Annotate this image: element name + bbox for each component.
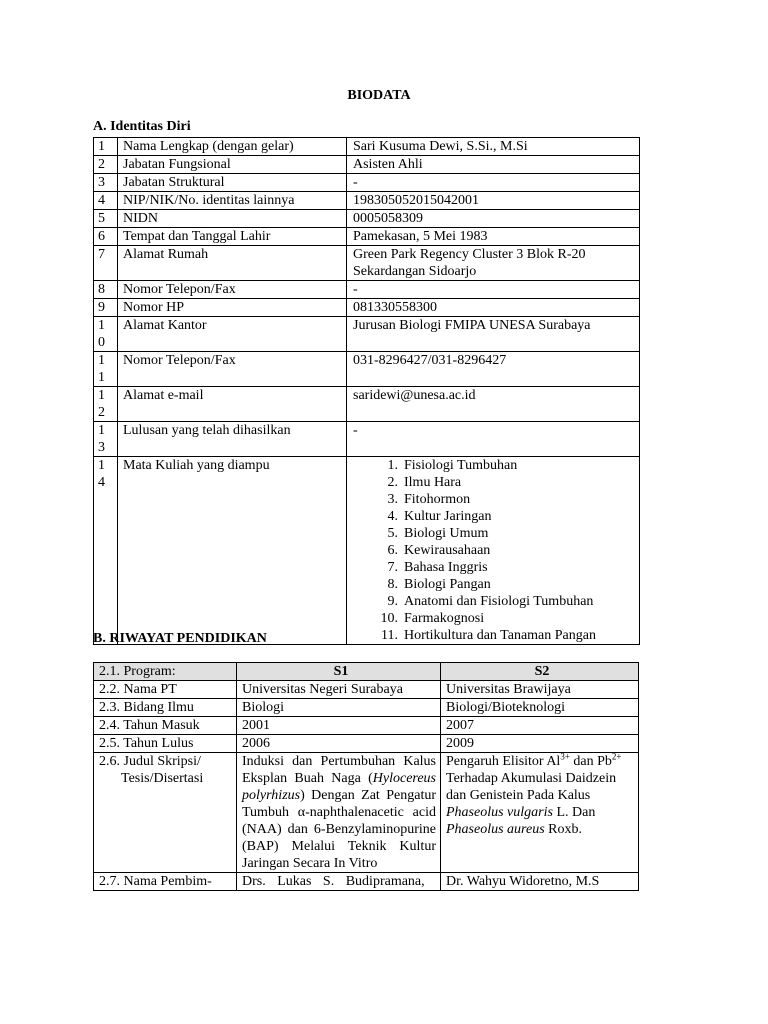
row-number: 6 — [94, 228, 118, 246]
field-label: Nama Lengkap (dengan gelar) — [118, 138, 347, 156]
thesis-label — [94, 753, 237, 873]
course-name: Farmakognosi — [404, 611, 485, 626]
ion-charge: 3+ — [560, 751, 570, 762]
thesis-text: Roxb. — [544, 822, 582, 837]
program-label: 2.1. Program: — [94, 663, 237, 681]
table-row — [94, 299, 640, 317]
course-number: 7. — [387, 560, 398, 575]
table-row — [94, 317, 640, 352]
field-value-line: Green Park Regency Cluster 3 Blok R-20 — [353, 247, 586, 262]
thesis-text: Terhadap Akumulasi Daidzein dan Genistein Pada Kalus — [446, 771, 617, 803]
course-name: Bahasa Inggris — [404, 560, 488, 575]
row-number — [94, 352, 118, 387]
thesis-text: ) Dengan Zat Pengatur Tumbuh α-naphthalenacetic acid (NAA) dan 6-Benzylaminopurine (BAP) Melalui Teknik Kultur Jaringan Secara In Vitro — [242, 788, 436, 871]
course-list — [353, 457, 639, 644]
row-number-digit: 1 — [98, 353, 105, 368]
table-row — [94, 281, 640, 299]
course-number: 5. — [387, 526, 398, 541]
table-row — [94, 246, 640, 281]
list-item — [353, 610, 639, 627]
row-number-digit: 2 — [98, 405, 105, 420]
field-value — [347, 246, 640, 281]
row-number: 8 — [94, 281, 118, 299]
field-value — [347, 457, 640, 645]
species-name: Hylocereus polyrhizus — [242, 771, 436, 803]
thesis-text: dan Pb — [569, 754, 612, 769]
field-label: Nomor Telepon/Fax — [118, 281, 347, 299]
row-number-digit: 4 — [98, 475, 105, 490]
field-value: 031-8296427/031-8296427 — [347, 352, 640, 387]
field-value: Jurusan Biologi FMIPA UNESA Surabaya — [347, 317, 640, 352]
row-number-digit: 1 — [98, 388, 105, 403]
s2-thesis-title — [441, 753, 639, 873]
row-number — [94, 422, 118, 457]
field-label: Jabatan Struktural — [118, 174, 347, 192]
row-number-digit: 1 — [98, 458, 105, 473]
field-label: Mata Kuliah yang diampu — [118, 457, 347, 645]
course-name: Fisiologi Tumbuhan — [404, 458, 518, 473]
field-value: - — [347, 281, 640, 299]
field-value-line: Sekardangan Sidoarjo — [353, 264, 477, 279]
thesis-row — [94, 753, 639, 873]
section-b-heading: B. RIWAYAT PENDIDIKAN — [93, 631, 267, 646]
section-a-heading: A. Identitas Diri — [93, 119, 191, 134]
s2-value: Universitas Brawijaya — [441, 681, 639, 699]
s2-supervisor: Dr. Wahyu Widoretno, M.S — [441, 873, 639, 891]
document-title: BIODATA — [347, 88, 411, 103]
field-label: Lulusan yang telah dihasilkan — [118, 422, 347, 457]
list-item — [353, 525, 639, 542]
course-name: Hortikultura dan Tanaman Pangan — [404, 628, 596, 643]
table-row — [94, 156, 640, 174]
row-number — [94, 387, 118, 422]
course-number: 3. — [387, 492, 398, 507]
field-value: - — [347, 174, 640, 192]
table-row — [94, 138, 640, 156]
s2-value: Biologi/Bioteknologi — [441, 699, 639, 717]
s1-value: Universitas Negeri Surabaya — [237, 681, 441, 699]
education-header-row — [94, 663, 639, 681]
s2-value: 2009 — [441, 735, 639, 753]
list-item — [353, 491, 639, 508]
supervisor-label: 2.7. Nama Pembim- — [94, 873, 237, 891]
course-name: Ilmu Hara — [404, 475, 462, 490]
row-label: 2.2. Nama PT — [94, 681, 237, 699]
course-number: 6. — [387, 543, 398, 558]
course-number: 1. — [387, 458, 398, 473]
s1-supervisor: Drs. Lukas S. Budipramana, — [237, 873, 441, 891]
list-item — [353, 542, 639, 559]
course-name: Biologi Umum — [404, 526, 489, 541]
s2-value: 2007 — [441, 717, 639, 735]
field-value: Pamekasan, 5 Mei 1983 — [347, 228, 640, 246]
table-row — [94, 192, 640, 210]
row-number: 2 — [94, 156, 118, 174]
course-name: Biologi Pangan — [404, 577, 491, 592]
field-value: Sari Kusuma Dewi, S.Si., M.Si — [347, 138, 640, 156]
list-item — [353, 474, 639, 491]
course-number: 4. — [387, 509, 398, 524]
course-name: Kewirausahaan — [404, 543, 491, 558]
row-number-digit: 1 — [98, 370, 105, 385]
row-number-digit: 3 — [98, 440, 105, 455]
field-value: Asisten Ahli — [347, 156, 640, 174]
s1-value: Biologi — [237, 699, 441, 717]
course-name: Fitohormon — [404, 492, 471, 507]
list-item — [353, 576, 639, 593]
thesis-label-line2: Tesis/Disertasi — [121, 771, 204, 786]
course-number: 10. — [380, 611, 398, 626]
row-number: 1 — [94, 138, 118, 156]
row-number — [94, 317, 118, 352]
table-row — [94, 681, 639, 699]
field-value: 198305052015042001 — [347, 192, 640, 210]
table-row — [94, 735, 639, 753]
s1-value: 2001 — [237, 717, 441, 735]
list-item — [353, 559, 639, 576]
thesis-label-line1: 2.6. Judul Skripsi/ — [99, 754, 201, 769]
list-item — [353, 593, 639, 610]
row-number: 3 — [94, 174, 118, 192]
thesis-text: Pengaruh Elisitor Al — [446, 754, 561, 769]
table-row — [94, 422, 640, 457]
identity-table — [93, 137, 640, 645]
row-number: 4 — [94, 192, 118, 210]
field-label: NIP/NIK/No. identitas lainnya — [118, 192, 347, 210]
list-item — [353, 627, 639, 644]
species-name: Phaseolus aureus — [446, 822, 545, 837]
species-name: Phaseolus vulgaris — [446, 805, 553, 820]
course-number: 9. — [387, 594, 398, 609]
row-number-digit: 1 — [98, 318, 105, 333]
course-number: 8. — [387, 577, 398, 592]
course-number: 2. — [387, 475, 398, 490]
field-label: Alamat Kantor — [118, 317, 347, 352]
row-label: 2.5. Tahun Lulus — [94, 735, 237, 753]
table-row — [94, 228, 640, 246]
s1-thesis-title — [237, 753, 441, 873]
course-name: Kultur Jaringan — [404, 509, 492, 524]
thesis-text: Induksi dan Pertumbuhan Kalus Eksplan Buah Naga ( — [242, 754, 436, 786]
course-name: Anatomi dan Fisiologi Tumbuhan — [404, 594, 594, 609]
field-label: Tempat dan Tanggal Lahir — [118, 228, 347, 246]
row-label: 2.3. Bidang Ilmu — [94, 699, 237, 717]
ion-charge: 2+ — [611, 751, 622, 762]
row-number-digit: 0 — [98, 335, 105, 350]
field-label: Nomor Telepon/Fax — [118, 352, 347, 387]
field-label: Jabatan Fungsional — [118, 156, 347, 174]
supervisor-row — [94, 873, 639, 891]
field-label: Alamat e-mail — [118, 387, 347, 422]
table-row — [94, 457, 640, 645]
field-label: NIDN — [118, 210, 347, 228]
field-label: Alamat Rumah — [118, 246, 347, 281]
list-item — [353, 457, 639, 474]
row-number: 7 — [94, 246, 118, 281]
table-row — [94, 174, 640, 192]
field-value: 081330558300 — [347, 299, 640, 317]
field-value: - — [347, 422, 640, 457]
list-item — [353, 508, 639, 525]
table-row — [94, 352, 640, 387]
s2-header: S2 — [441, 663, 639, 681]
field-value: saridewi@unesa.ac.id — [347, 387, 640, 422]
table-row — [94, 717, 639, 735]
field-value: 0005058309 — [347, 210, 640, 228]
s1-header: S1 — [237, 663, 441, 681]
row-number-digit: 1 — [98, 423, 105, 438]
thesis-text: L. Dan — [552, 805, 596, 820]
row-number: 5 — [94, 210, 118, 228]
field-label: Nomor HP — [118, 299, 347, 317]
education-table — [93, 662, 639, 891]
row-number: 9 — [94, 299, 118, 317]
table-row — [94, 699, 639, 717]
s1-value: 2006 — [237, 735, 441, 753]
table-row — [94, 387, 640, 422]
course-number: 11. — [381, 628, 398, 643]
table-row — [94, 210, 640, 228]
row-label: 2.4. Tahun Masuk — [94, 717, 237, 735]
row-number — [94, 457, 118, 645]
